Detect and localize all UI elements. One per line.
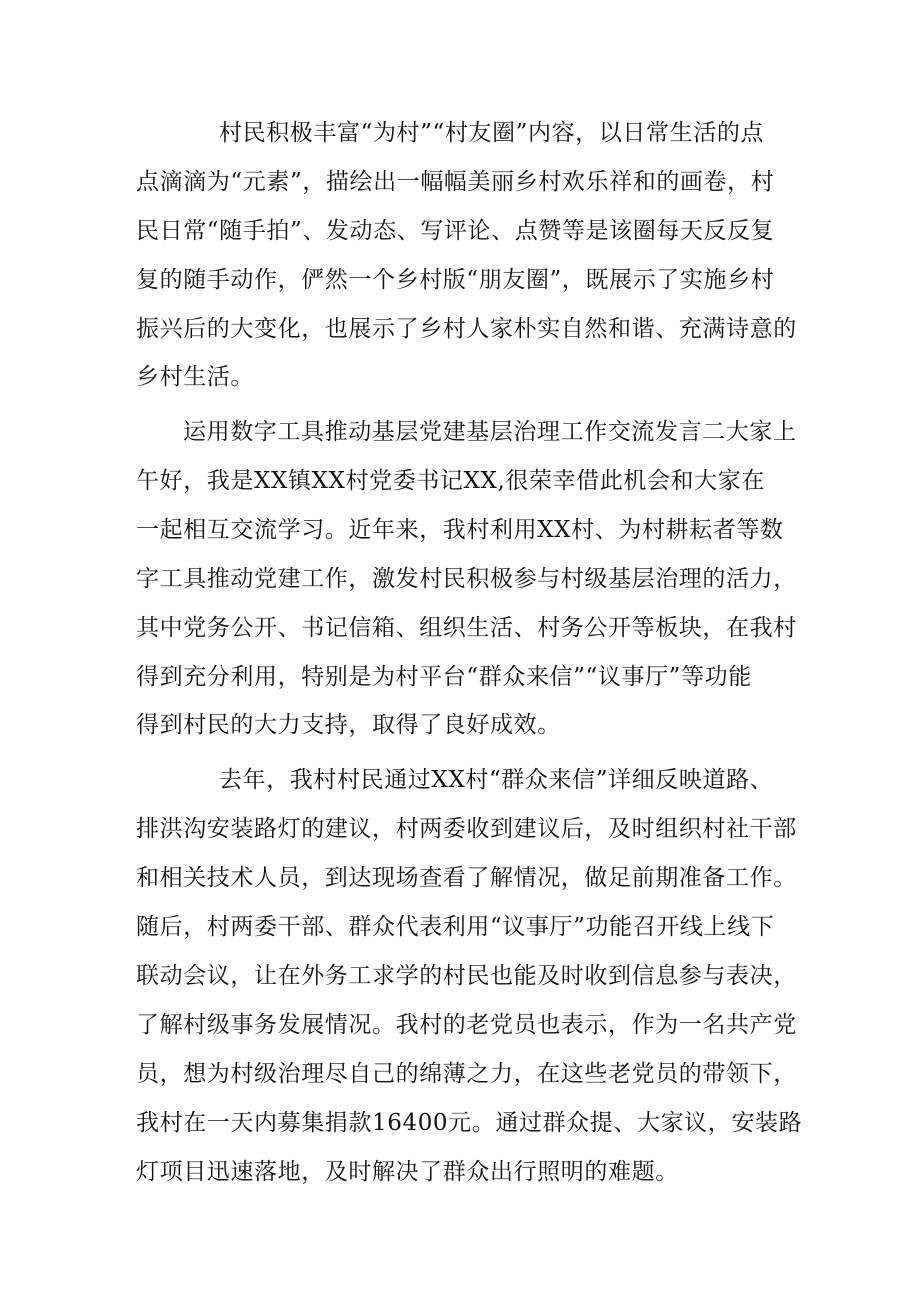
paragraph-2-line-7: 得到村民的大力支持，取得了良好成效。 bbox=[136, 712, 561, 738]
paragraph-1-line-1: 村民积极丰富“为村”“村友圈”内容，以日常生活的点 bbox=[219, 120, 765, 146]
paragraph-1-line-6: 乡村生活。 bbox=[136, 364, 254, 390]
paragraph-3-line-3: 和相关技术人员，到达现场查看了解情况，做足前期准备工作。 bbox=[136, 865, 797, 891]
paragraph-3-line-4: 随后，村两委干部、群众代表利用“议事厅”功能召开线上线下 bbox=[136, 914, 775, 940]
paragraph-3-line-9: 灯项目迅速落地，及时解决了群众出行照明的难题。 bbox=[136, 1159, 679, 1185]
paragraph-2-line-6: 得到充分利用，特别是为村平台“群众来信”“议事厅”等功能 bbox=[136, 664, 752, 690]
paragraph-3-line-1: 去年，我村村民通过XX村“群众来信”详细反映道路、 bbox=[219, 767, 774, 793]
paragraph-2-line-2: 午好，我是XX镇XX村党委书记XX,很荣幸借此机会和大家在 bbox=[136, 468, 765, 494]
paragraph-3-line-2: 排洪沟安装路灯的建议，村两委收到建议后，及时组织村社干部 bbox=[136, 816, 797, 842]
paragraph-1-line-3: 民日常“随手拍”、发动态、写评论、点赞等是该圈每天反反复 bbox=[136, 218, 775, 244]
paragraph-3-line-8: 我村在一天内募集捐款16400元。通过群众提、大家议，安装路 bbox=[136, 1110, 803, 1136]
paragraph-1-line-4: 复的随手动作，俨然一个乡村版“朋友圈”，既展示了实施乡村 bbox=[136, 267, 775, 293]
paragraph-2-line-5: 其中党务公开、书记信箱、组织生活、村务公开等板块，在我村 bbox=[136, 615, 797, 641]
paragraph-2-line-3: 一起相互交流学习。近年来，我村利用XX村、为村耕耘者等数 bbox=[136, 517, 784, 543]
paragraph-2-line-4: 字工具推动党建工作，激发村民积极参与村级基层治理的活力， bbox=[136, 566, 797, 592]
paragraph-2-line-1: 运用数字工具推动基层党建基层治理工作交流发言二大家上 bbox=[183, 419, 797, 445]
paragraph-3-line-6: 了解村级事务发展情况。我村的老党员也表示，作为一名共产党 bbox=[136, 1012, 797, 1038]
paragraph-1-line-2: 点滴滴为“元素”，描绘出一幅幅美丽乡村欢乐祥和的画卷，村 bbox=[136, 169, 775, 195]
paragraph-3-line-7: 员，想为村级治理尽自己的绵薄之力，在这些老党员的带领下， bbox=[136, 1061, 797, 1087]
paragraph-1-line-5: 振兴后的大变化，也展示了乡村人家朴实自然和谐、充满诗意的 bbox=[136, 316, 797, 342]
paragraph-3-line-5: 联动会议，让在外务工求学的村民也能及时收到信息参与表决， bbox=[136, 963, 797, 989]
